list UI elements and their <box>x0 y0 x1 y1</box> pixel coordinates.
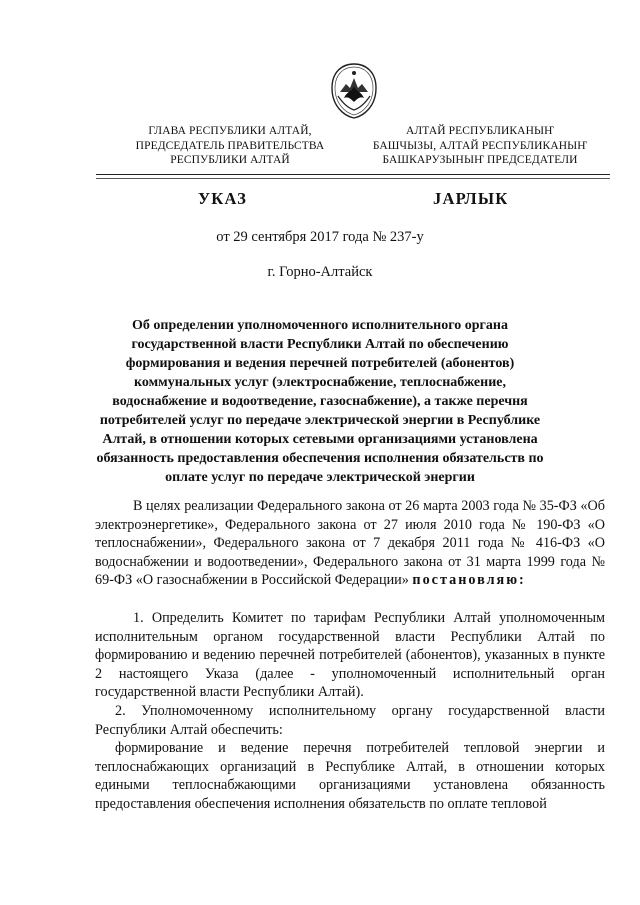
title-line: Алтай, в отношении которых сетевыми организациями установлена <box>102 432 538 447</box>
header-divider-thick <box>96 174 610 175</box>
title-line: формирования и ведения перечней потребителей (абонентов) <box>125 356 515 371</box>
decree-title <box>0 316 640 487</box>
title-line: потребителей услуг по передаче электрической энергии в Республике <box>99 413 541 428</box>
header-right-line: АЛТАЙ РЕСПУБЛИКАНЫҤ <box>406 125 554 137</box>
decree-label-ru: УКАЗ <box>198 189 248 208</box>
decree-label-alt: JАРЛЫК <box>433 189 509 208</box>
header-left-line: ГЛАВА РЕСПУБЛИКИ АЛТАЙ, <box>148 125 312 137</box>
title-line: Об определении уполномоченного исполнительного органа <box>132 318 508 333</box>
header-divider-thin <box>96 178 610 179</box>
header-right-block <box>360 124 600 168</box>
preamble-text: В целях реализации Федерального закона от 26 марта 2003 года № 35-ФЗ «Об электроэнергетике», Федерального закона от 27 июля 2010 года № 190-ФЗ «О теплоснабжении», Федерального закона от 7 декабря 2011 года № 416-ФЗ «О водоснабжении и водоотведении», Федерального закона от 31 марта 1999 года № 69-ФЗ «О газоснабжении в Российской Федерации» <box>95 498 605 589</box>
preamble-paragraph <box>95 497 605 590</box>
title-line: водоснабжение и водоотведение, газоснабжение), а также перечня <box>112 394 528 409</box>
title-line: обязанность предоставления обеспечения исполнения обязательств по <box>96 451 544 466</box>
title-line: оплате услуг по передаче электрической энергии <box>165 470 475 485</box>
title-line: государственной власти Республики Алтай по обеспечению <box>131 337 509 352</box>
decree-city: г. Горно-Алтайск <box>267 264 373 280</box>
header-left-line: РЕСПУБЛИКИ АЛТАЙ <box>170 154 290 166</box>
header-right-line: БАШКАРУЗЫНЫҤ ПРЕДСЕДАТЕЛИ <box>382 154 578 166</box>
item-2-sub-paragraph: формирование и ведение перечня потребителей тепловой энергии и теплоснабжающих организаций в Республике Алтай, в отношении которых едиными теплоснабжающими организациями установлена обязанность предоставления обеспечения исполнения обязательств по оплате тепловой <box>95 740 605 812</box>
decree-word: постановляю: <box>412 572 526 589</box>
decree-body <box>95 497 605 814</box>
header-left-line: ПРЕДСЕДАТЕЛЬ ПРАВИТЕЛЬСТВА <box>135 139 325 152</box>
item-2-paragraph: 2. Уполномоченному исполнительному органу государственной власти Республики Алтай обеспечить: <box>95 702 605 738</box>
coat-of-arms-emblem-icon <box>330 62 378 120</box>
header-left-block <box>112 124 348 168</box>
decree-date: от 29 сентября 2017 года № 237-у <box>216 229 424 245</box>
title-line: коммунальных услуг (электроснабжение, теплоснабжение, <box>134 375 506 390</box>
header-right-line: БАШЧЫЗЫ, АЛТАЙ РЕСПУБЛИКАНЫҤ <box>372 139 588 152</box>
item-1-paragraph: 1. Определить Комитет по тарифам Республики Алтай уполномоченным исполнительным органом государственной власти Республики Алтай по формированию и ведению перечней потребителей (абонентов), указанных в пункте 2 настоящего Указа (далее - уполномоченный исполнительный орган государственной власти Республики Алтай). <box>95 609 605 701</box>
